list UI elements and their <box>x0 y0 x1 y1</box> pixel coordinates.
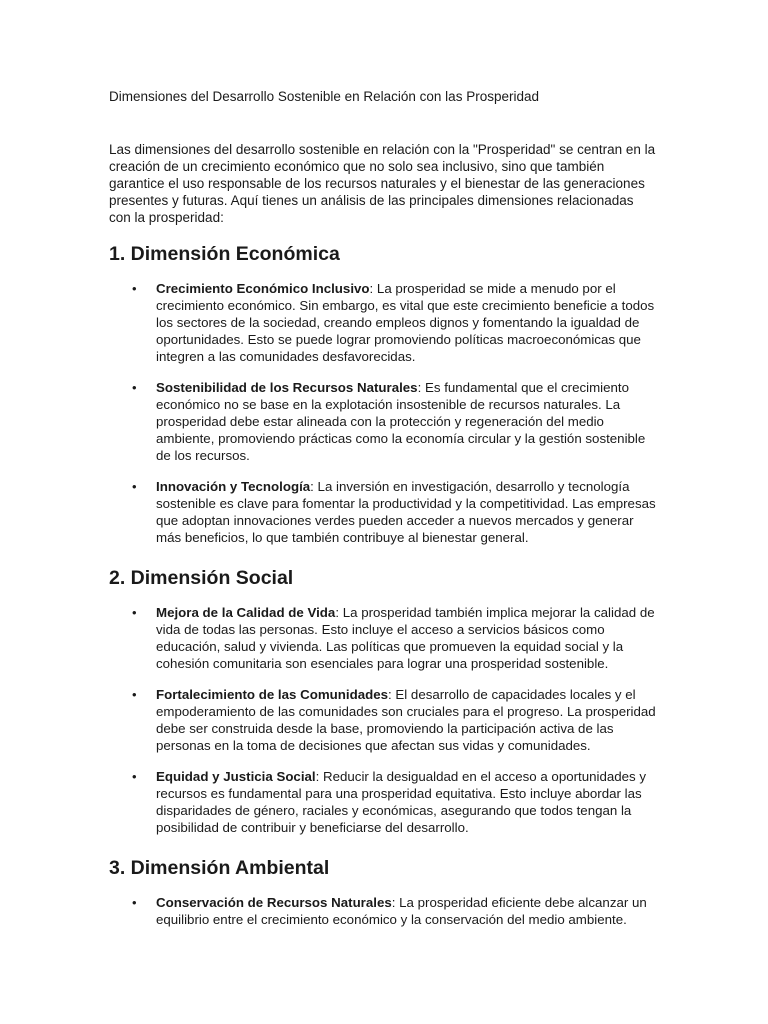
item-text: : La prosperidad eficiente debe alcanzar un equilibrio entre el crecimiento económico y la conservación del medio ambiente. <box>156 895 647 927</box>
item-term: Mejora de la Calidad de Vida <box>156 605 336 620</box>
bullet-icon: • <box>132 281 137 296</box>
item-term: Conservación de Recursos Naturales <box>156 895 392 910</box>
bullet-list <box>109 894 657 928</box>
section-heading: 2. Dimensión Social <box>109 567 294 589</box>
document-title: Dimensiones del Desarrollo Sostenible en Relación con las Prosperidad <box>109 89 539 104</box>
list-item <box>109 379 657 464</box>
item-text: : El desarrollo de capacidades locales y el empoderamiento de las comunidades son cruciales para el progreso. La prosperidad debe ser construida desde la base, promoviendo la participación activa de las personas en la toma de decisiones que afectan sus vidas y comunidades. <box>156 687 656 753</box>
item-term: Innovación y Tecnología <box>156 479 311 494</box>
bullet-list <box>109 604 657 836</box>
section-heading: 3. Dimensión Ambiental <box>109 857 330 879</box>
list-item <box>109 894 657 928</box>
item-text: : La prosperidad también implica mejorar la calidad de vida de todas las personas. Esto incluye el acceso a servicios básicos como educación, salud y vivienda. Las políticas que promueven la equidad social y la cohesión comunitaria son esenciales para lograr una prosperidad sostenible. <box>156 605 655 671</box>
item-text: : La prosperidad se mide a menudo por el crecimiento económico. Sin embargo, es vital que este crecimiento beneficie a todos los sectores de la sociedad, creando empleos dignos y fomentando la igualdad de oportunidades. Esto se puede lograr promoviendo políticas macroeconómicas que integren a las comunidades desfavorecidas. <box>156 281 655 364</box>
item-term: Crecimiento Económico Inclusivo <box>156 281 370 296</box>
item-term: Sostenibilidad de los Recursos Naturales <box>156 380 418 395</box>
list-item <box>109 280 657 365</box>
item-term: Equidad y Justicia Social <box>156 769 316 784</box>
intro-paragraph: Las dimensiones del desarrollo sostenible en relación con la "Prosperidad" se centran en la creación de un crecimiento económico que no solo sea inclusivo, sino que también garantice el uso responsable de los recursos naturales y el bienestar de las generaciones presentes y futuras. Aquí tienes un análisis de las principales dimensiones relacionadas con la prosperidad: <box>109 142 656 225</box>
bullet-icon: • <box>132 605 137 620</box>
item-text: : Es fundamental que el crecimiento económico no se base en la explotación insostenible de recursos naturales. La prosperidad debe estar alineada con la protección y regeneración del medio ambiente, promoviendo prácticas como la economía circular y la gestión sostenible de los recursos. <box>156 380 646 463</box>
item-text: : Reducir la desigualdad en el acceso a oportunidades y recursos es fundamental para una prosperidad equitativa. Esto incluye abordar las disparidades de género, raciales y económicas, asegurando que todos tengan la posibilidad de contribuir y beneficiarse del desarrollo. <box>156 769 647 835</box>
item-term: Fortalecimiento de las Comunidades <box>156 687 389 702</box>
list-item <box>109 604 657 672</box>
bullet-icon: • <box>132 380 137 395</box>
bullet-icon: • <box>132 479 137 494</box>
list-item <box>109 478 657 546</box>
document-page <box>109 88 657 928</box>
bullet-icon: • <box>132 769 137 784</box>
section-ambiental <box>109 856 657 928</box>
bullet-icon: • <box>132 687 137 702</box>
bullet-icon: • <box>132 895 137 910</box>
bullet-list <box>109 280 657 546</box>
list-item <box>109 768 657 836</box>
section-heading: 1. Dimensión Económica <box>109 243 340 265</box>
list-item <box>109 686 657 754</box>
section-economica <box>109 242 657 546</box>
section-social <box>109 566 657 836</box>
item-text: : La inversión en investigación, desarrollo y tecnología sostenible es clave para fomentar la productividad y la competitividad. Las empresas que adoptan innovaciones verdes pueden acceder a nuevos mercados y generar más beneficios, lo que también contribuye al bienestar general. <box>156 479 656 545</box>
